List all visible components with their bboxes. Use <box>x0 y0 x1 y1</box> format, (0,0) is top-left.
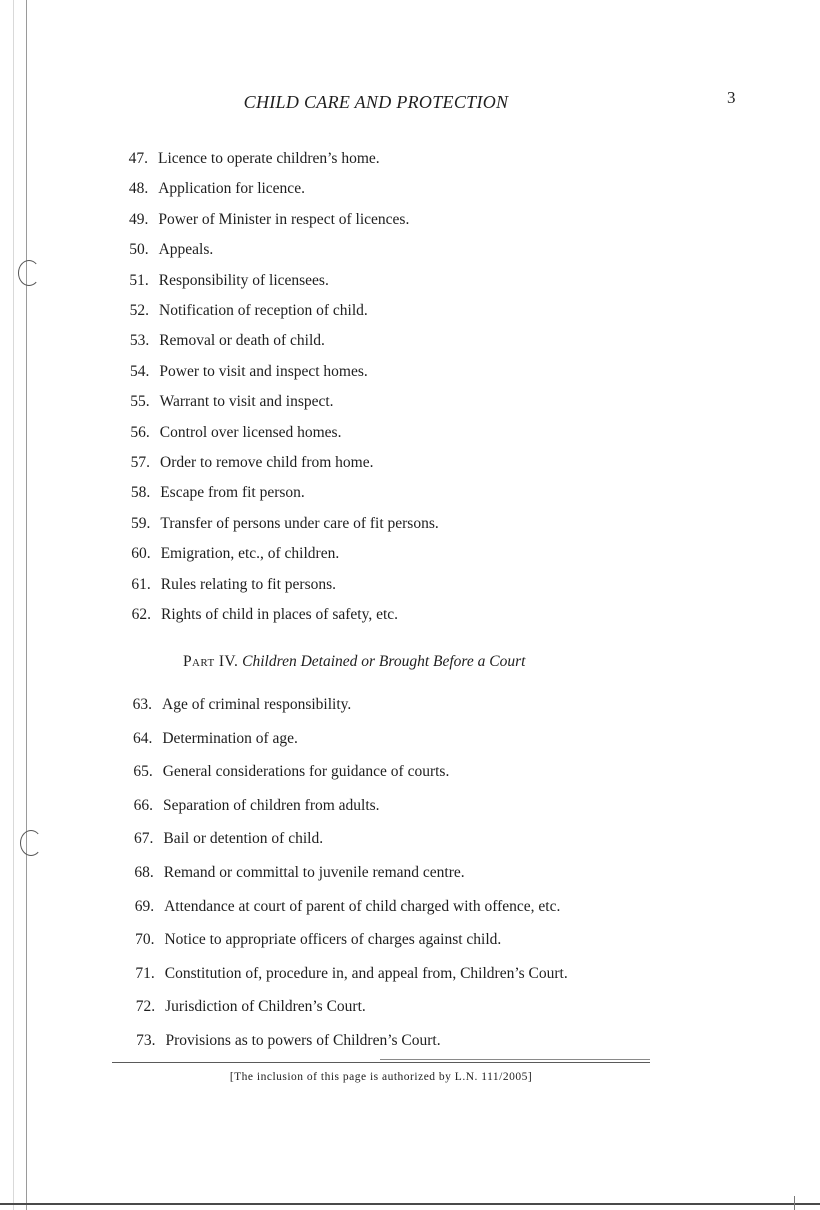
section-number: 73. <box>136 1032 156 1049</box>
toc-item <box>128 150 380 168</box>
section-title: Jurisdiction of Children’s Court. <box>165 998 366 1016</box>
section-number: 67. <box>134 830 154 848</box>
section-number: 69. <box>134 897 155 915</box>
toc-item <box>129 210 410 229</box>
toc-item <box>131 575 337 594</box>
section-title: Appeals. <box>158 241 214 259</box>
section-title: Age of criminal responsibility. <box>162 696 352 713</box>
section-number: 52. <box>129 302 149 319</box>
section-number: 70. <box>135 931 155 949</box>
section-title: Responsibility of licensees. <box>158 271 329 289</box>
section-number: 47. <box>128 150 148 167</box>
toc-item <box>132 696 352 714</box>
footer-rule <box>112 1062 650 1063</box>
section-title: Emigration, etc., of children. <box>160 545 340 563</box>
section-number: 57. <box>130 454 150 471</box>
toc-item <box>135 998 366 1016</box>
section-title: Transfer of persons under care of fit persons. <box>160 514 439 532</box>
section-number: 62. <box>131 606 151 623</box>
section-number: 65. <box>133 763 153 781</box>
toc-item <box>129 241 214 259</box>
section-number: 50. <box>129 241 149 259</box>
section-title: Power to visit and inspect homes. <box>159 362 368 380</box>
toc-item <box>128 180 305 198</box>
section-number: 55. <box>130 393 150 411</box>
section-title: General considerations for guidance of courts. <box>162 763 450 781</box>
section-title: Notification of reception of child. <box>159 302 368 319</box>
scan-margin-line <box>26 0 27 1210</box>
section-number: 56. <box>130 423 150 441</box>
section-title: Attendance at court of parent of child charged with offence, etc. <box>164 897 561 915</box>
section-number: 49. <box>129 210 149 228</box>
section-number: 59. <box>131 514 151 532</box>
authorization-note: [The inclusion of this page is authorized by L.N. 111/2005] <box>229 1071 533 1083</box>
section-title: Rights of child in places of safety, etc. <box>161 606 399 623</box>
toc-item <box>133 763 450 781</box>
section-title: Constitution of, procedure in, and appeal from, Children’s Court. <box>164 964 568 982</box>
footer-rule <box>380 1059 650 1060</box>
section-number: 48. <box>128 180 149 198</box>
section-number: 61. <box>131 575 151 593</box>
toc-item <box>134 830 324 848</box>
toc-item <box>130 362 368 381</box>
toc-item <box>134 897 561 916</box>
section-number: 64. <box>132 729 153 747</box>
section-title: Removal or death of child. <box>159 332 325 350</box>
running-title: CHILD CARE AND PROTECTION <box>243 92 509 112</box>
section-number: 63. <box>132 696 152 713</box>
toc-item <box>129 271 329 290</box>
section-number: 72. <box>135 998 156 1016</box>
toc-item <box>130 454 374 472</box>
section-title: Rules relating to fit persons. <box>160 575 337 593</box>
toc-item <box>131 545 340 563</box>
section-title: Separation of children from adults. <box>163 796 380 814</box>
toc-item <box>135 964 568 983</box>
section-title: Notice to appropriate officers of charges against child. <box>164 931 502 949</box>
toc-item <box>132 729 298 748</box>
section-number: 60. <box>131 545 151 563</box>
toc-item <box>130 423 342 442</box>
binder-hole-icon <box>18 260 40 286</box>
toc-item <box>133 796 380 815</box>
section-number: 68. <box>134 864 154 881</box>
page-number: 3 <box>727 88 736 107</box>
section-title: Determination of age. <box>162 729 298 747</box>
section-title: Control over licensed homes. <box>159 423 342 441</box>
toc-item <box>130 393 334 411</box>
section-title: Order to remove child from home. <box>160 454 374 471</box>
binder-hole-icon <box>20 830 42 856</box>
section-number: 71. <box>135 964 155 982</box>
section-title: Remand or committal to juvenile remand centre. <box>163 864 465 881</box>
toc-item <box>134 864 465 882</box>
section-title: Provisions as to powers of Children’s Court. <box>165 1032 441 1049</box>
toc-item <box>131 606 399 624</box>
toc-item <box>135 931 502 949</box>
toc-item <box>136 1032 441 1050</box>
toc-item <box>130 484 305 502</box>
section-title: Licence to operate children’s home. <box>158 150 380 167</box>
toc-item <box>129 302 368 320</box>
scan-bottom-tick <box>794 1196 795 1210</box>
scan-margin-line <box>13 0 14 1210</box>
section-number: 51. <box>129 271 149 289</box>
section-number: 54. <box>130 362 150 380</box>
section-title: Application for licence. <box>158 180 305 198</box>
toc-item <box>131 514 439 533</box>
section-title: Escape from fit person. <box>160 484 305 502</box>
section-title: Power of Minister in respect of licences. <box>158 210 410 228</box>
scan-bottom-line <box>0 1203 820 1205</box>
part-title: Children Detained or Brought Before a Court <box>242 653 526 670</box>
toc-item <box>129 332 325 350</box>
section-number: 53. <box>129 332 150 350</box>
section-title: Warrant to visit and inspect. <box>159 393 334 411</box>
section-title: Bail or detention of child. <box>163 830 324 848</box>
section-number: 58. <box>130 484 151 502</box>
section-number: 66. <box>133 796 154 814</box>
part-label: Part IV. <box>183 653 239 670</box>
part-heading <box>183 653 525 671</box>
